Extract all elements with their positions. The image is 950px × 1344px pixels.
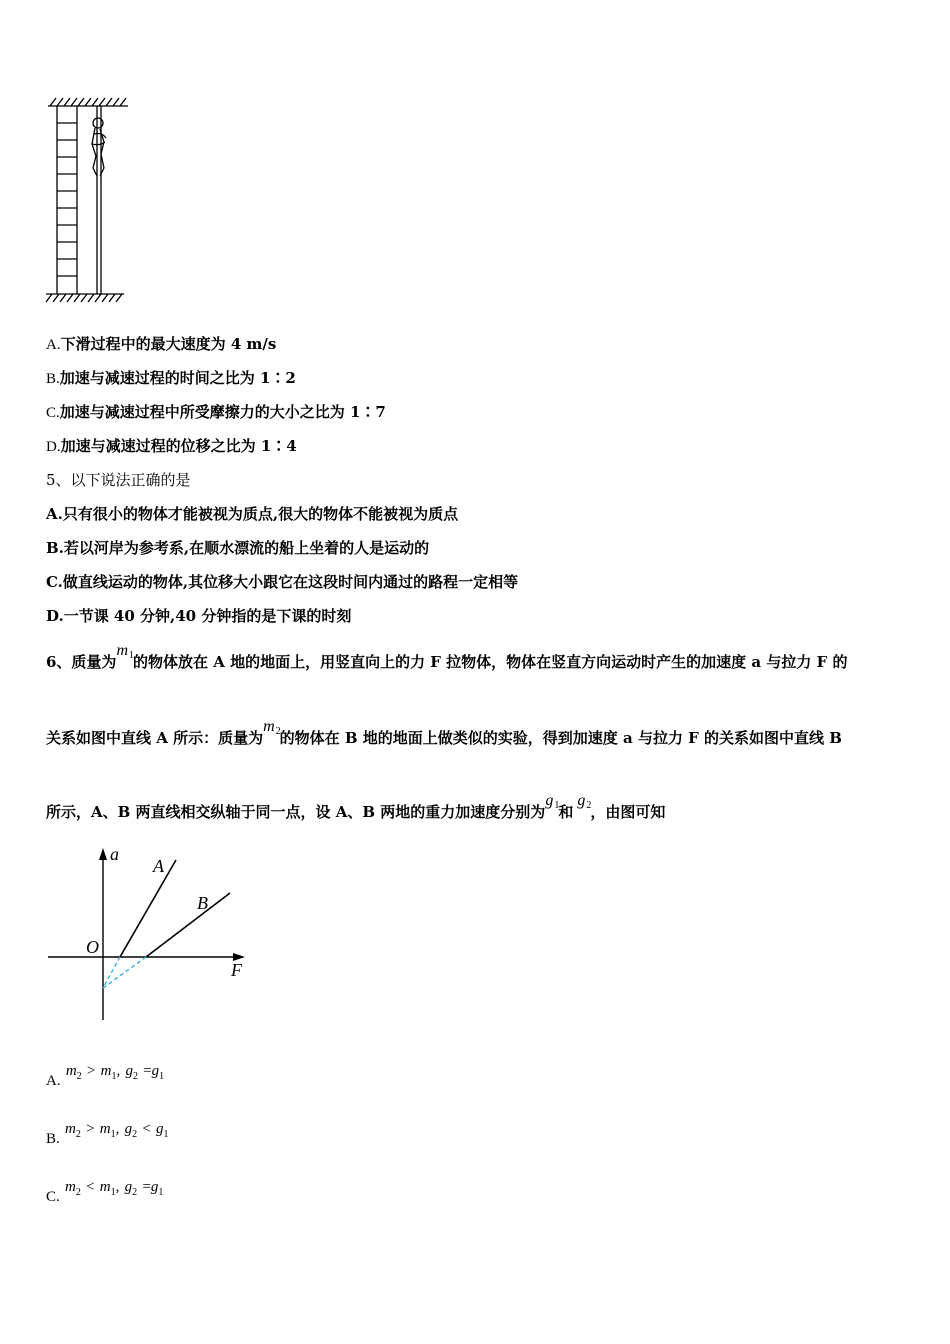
ladder-rope-figure: [40, 92, 135, 307]
line-b: [146, 893, 230, 957]
acceleration-force-graph: [40, 840, 255, 1025]
x-axis-label: F: [231, 960, 242, 980]
line-b-extension: [103, 957, 146, 988]
q6-option-c: C. $m_2 < m_1$, $g_2 =g_1$: [46, 1179, 164, 1205]
line-a-extension: [103, 957, 120, 988]
origin-label: O: [86, 937, 99, 957]
q6-stem-line3: 所示，A、B 两直线相交纵轴于同一点，设 A、B 两地的重力加速度分别为g1和g2，由图可知: [46, 792, 666, 821]
q5-option-a: A.只有很小的物体才能被视为质点,很大的物体不能被视为质点: [46, 505, 459, 523]
q4-option-c: C.加速与减速过程中所受摩擦力的大小之比为 1∶7: [46, 403, 386, 421]
mass-m2-symbol: m2: [263, 718, 281, 737]
q4-option-a: A.下滑过程中的最大速度为 4 m/s: [46, 335, 277, 353]
q6-stem-line2: 关系如图中直线 A 所示：质量为m2的物体在 B 地的地面上做类似的实验，得到加速度 a 与拉力 F 的关系如图中直线 B: [46, 718, 842, 747]
q5-option-b: B.若以河岸为参考系,在顺水漂流的船上坐着的人是运动的: [46, 539, 430, 557]
line-a: [120, 860, 176, 957]
q4-option-d: D.加速与减速过程的位移之比为 1∶4: [46, 437, 297, 455]
y-axis-label: a: [110, 844, 119, 864]
q5-stem: 5、以下说法正确的是: [46, 471, 191, 489]
line-b-label: B: [197, 893, 208, 913]
q5-option-d: D.一节课 40 分钟,40 分钟指的是下课的时刻: [46, 607, 352, 625]
q5-option-c: C.做直线运动的物体,其位移大小跟它在这段时间内通过的路程一定相等: [46, 573, 519, 591]
gravity-g2-symbol: g2: [577, 792, 592, 811]
q4-option-b: B.加速与减速过程的时间之比为 1∶2: [46, 369, 296, 387]
q6-option-b: B. $m_2 > m_1$, $g_2 < g_1$: [46, 1121, 169, 1147]
gravity-g1-symbol: g1: [545, 792, 560, 811]
q6-stem-line1: 6、质量为m1的物体放在 A 地的地面上，用竖直向上的力 F 拉物体，物体在竖直方向运动时产生的加速度 a 与拉力 F 的: [46, 642, 848, 671]
line-a-label: A: [153, 856, 164, 876]
mass-m1-symbol: m1: [116, 642, 134, 661]
y-axis-arrow: [99, 848, 107, 860]
q6-option-a: A. $m_2 > m_1$, $g_2 =g_1$: [46, 1063, 165, 1089]
